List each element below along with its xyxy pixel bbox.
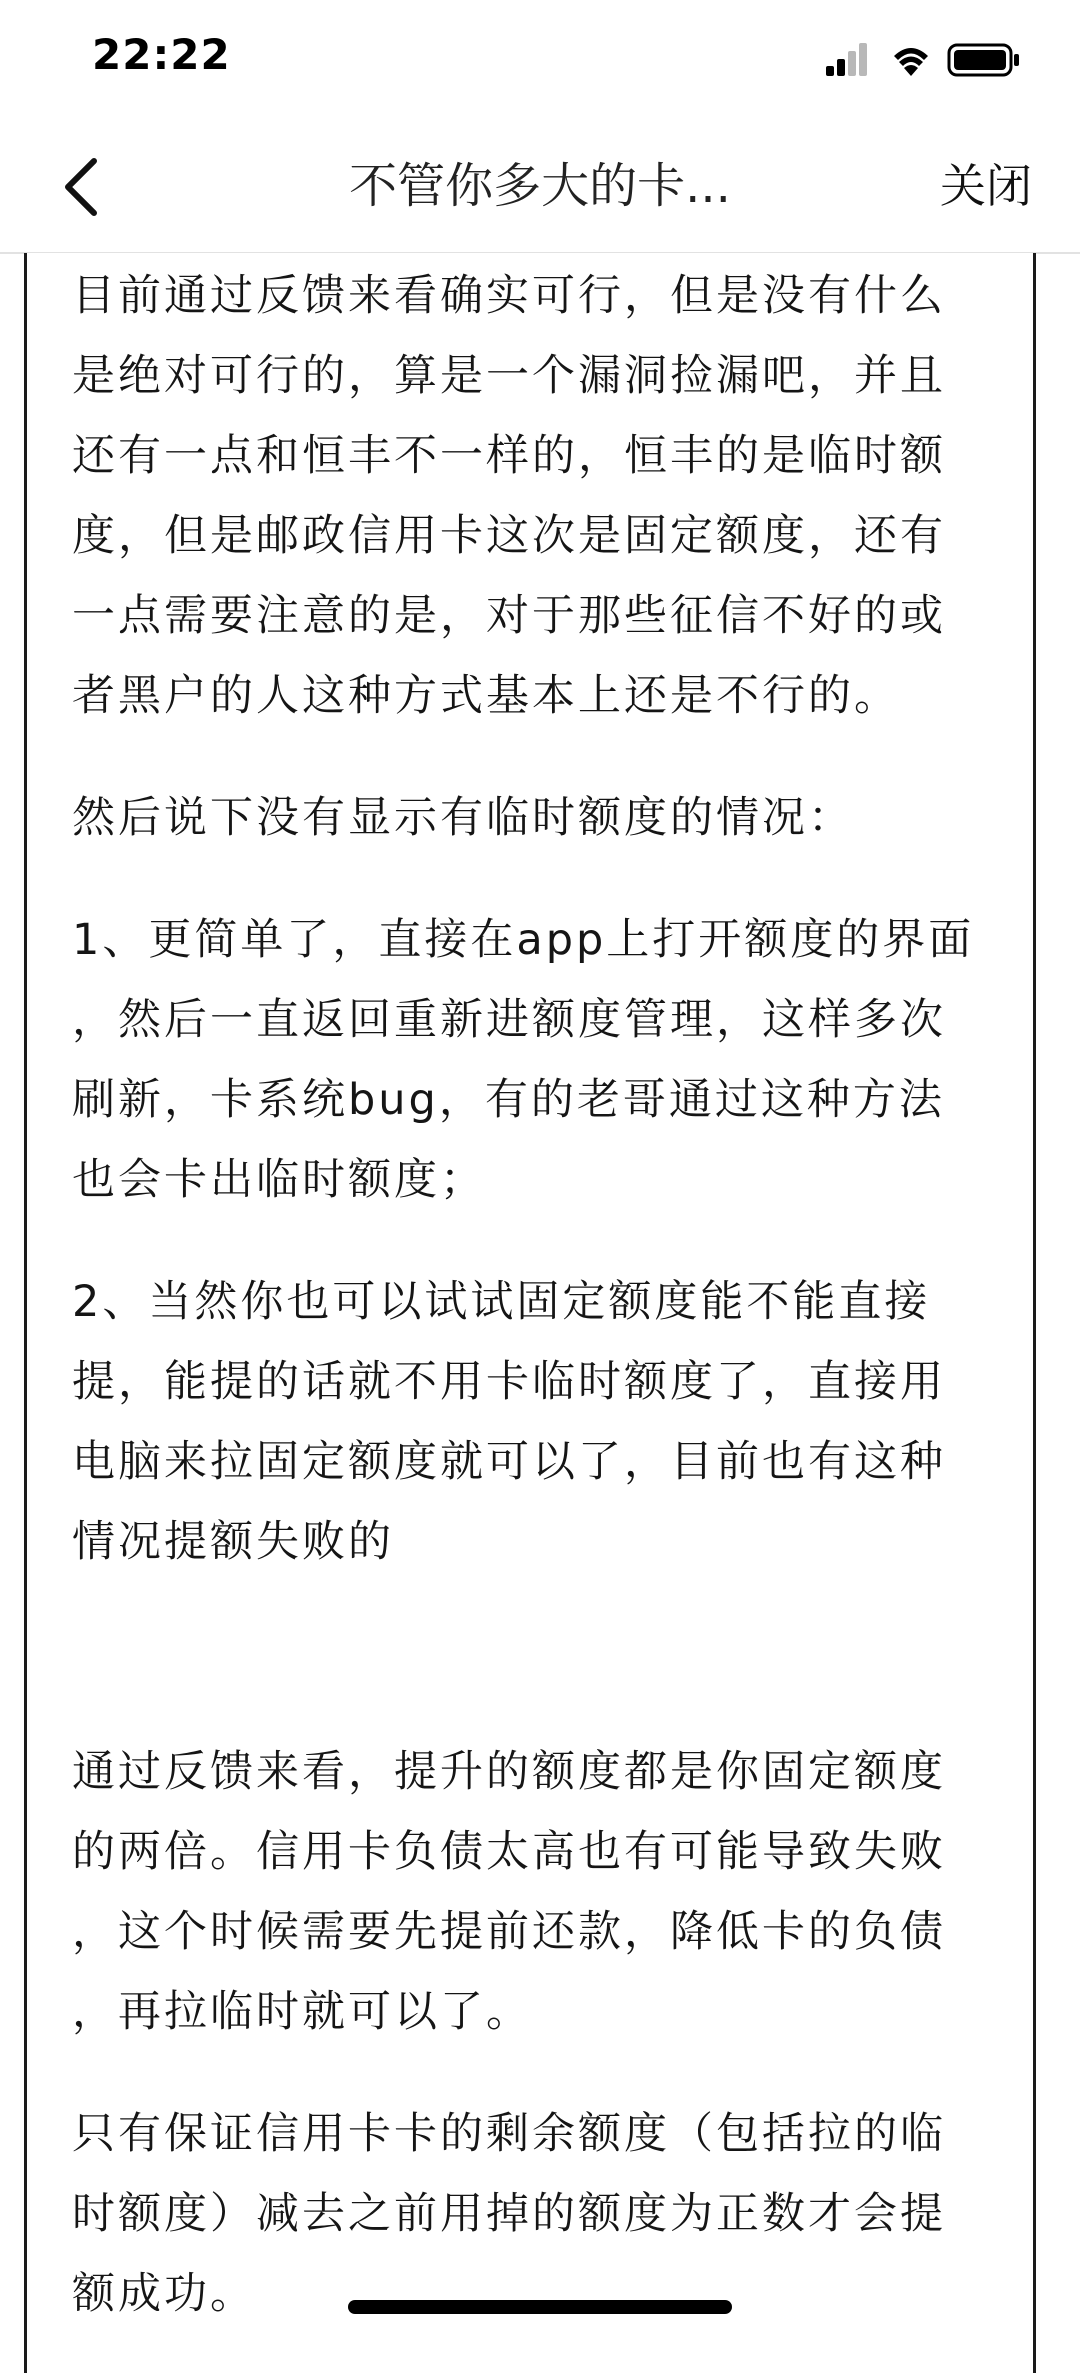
text-line: 者黑户的人这种方式基本上还是不行的。	[72, 671, 900, 721]
text-line: 电脑来拉固定额度就可以了，目前也有这种	[72, 1437, 946, 1487]
text-line: 通过反馈来看，提升的额度都是你固定额度	[72, 1747, 946, 1797]
paragraph	[72, 1262, 992, 1582]
home-indicator[interactable]	[348, 2300, 732, 2314]
text-line: 提，能提的话就不用卡临时额度了，直接用	[72, 1357, 946, 1407]
paragraph	[72, 900, 992, 1220]
text-line: 1、更简单了，直接在app上打开额度的界面	[72, 915, 975, 965]
status-bar	[0, 0, 1080, 120]
text-line: 度，但是邮政信用卡这次是固定额度，还有	[72, 511, 946, 561]
text-line: 然后说下没有显示有临时额度的情况：	[72, 793, 854, 843]
wifi-icon	[894, 48, 928, 76]
article-body	[72, 256, 992, 2334]
page-title: 不管你多大的卡...	[349, 158, 731, 214]
nav-bar	[0, 120, 1080, 254]
text-line: 是绝对可行的，算是一个漏洞捡漏吧，并且	[72, 351, 946, 401]
paragraph	[72, 256, 992, 736]
text-line: 额成功。	[72, 2269, 256, 2319]
status-time: 22:22	[92, 30, 231, 79]
text-line: 的两倍。信用卡负债太高也有可能导致失败	[72, 1827, 946, 1877]
paragraph	[72, 2094, 992, 2334]
text-line: 目前通过反馈来看确实可行，但是没有什么	[72, 271, 946, 321]
paragraph	[72, 778, 992, 858]
battery-icon	[949, 45, 1019, 75]
text-line: 情况提额失败的	[72, 1517, 394, 1567]
text-line: ，然后一直返回重新进额度管理，这样多次	[72, 995, 946, 1045]
chevron-left-icon	[58, 155, 102, 219]
paragraph	[72, 1732, 992, 2052]
text-line: 只有保证信用卡卡的剩余额度（包括拉的临	[72, 2109, 946, 2159]
text-line: 时额度）减去之前用掉的额度为正数才会提	[72, 2189, 946, 2239]
text-line: 一点需要注意的是，对于那些征信不好的或	[72, 591, 946, 641]
back-button[interactable]	[40, 142, 120, 232]
text-line: ，这个时候需要先提前还款，降低卡的负债	[72, 1907, 946, 1957]
close-button[interactable]: 关闭	[940, 159, 1032, 213]
text-line: ，再拉临时就可以了。	[72, 1987, 532, 2037]
text-line: 刷新，卡系统bug，有的老哥通过这种方法	[72, 1075, 945, 1125]
text-line: 2、当然你也可以试试固定额度能不能直接	[72, 1277, 931, 1327]
cellular-signal-icon	[826, 43, 867, 76]
text-line: 也会卡出临时额度；	[72, 1155, 486, 1205]
text-line: 还有一点和恒丰不一样的，恒丰的是临时额	[72, 431, 946, 481]
status-icons	[826, 40, 1026, 80]
